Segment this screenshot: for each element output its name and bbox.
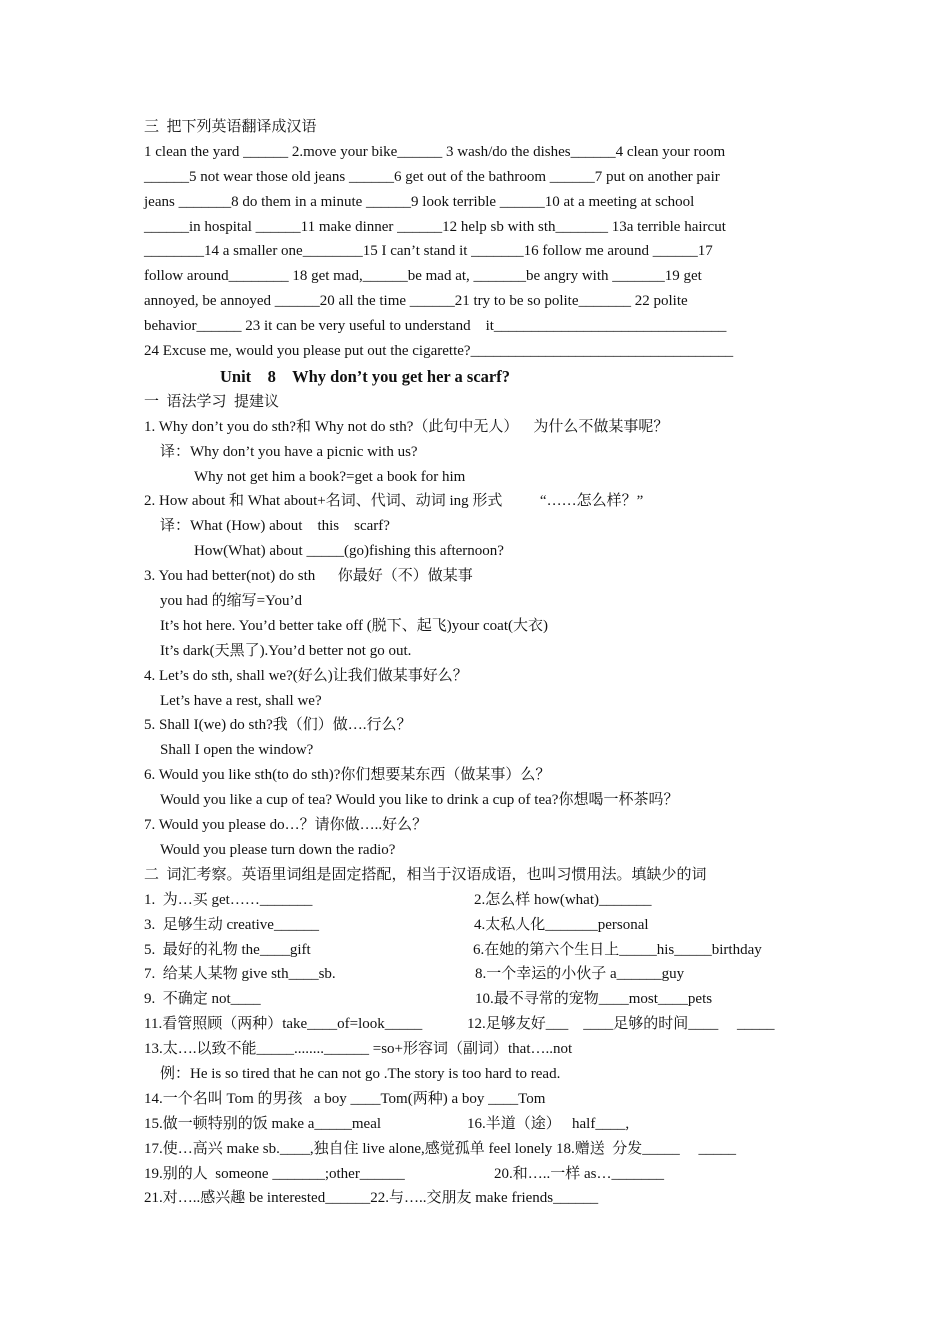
translation-line: annoyed, be annoyed ______20 all the time ______21 try to be so polite_______ 22 polite bbox=[144, 293, 688, 310]
exercise-left-item: 19.别的人 someone _______;other______ bbox=[144, 1165, 405, 1182]
translation-line: 24 Excuse me, would you please put out the cigarette?___________________________________ bbox=[144, 343, 734, 360]
document-content bbox=[144, 115, 824, 1211]
translation-line: jeans _______8 do them in a minute ______9 look terrible ______10 at a meeting at school bbox=[144, 193, 695, 210]
exercise-left-item: 3. 足够生动 creative______ bbox=[144, 916, 319, 933]
translation-line: 1 clean the yard ______ 2.move your bike______ 3 wash/do the dishes______4 clean your room bbox=[144, 143, 726, 160]
grammar-line: Would you please turn down the radio? bbox=[160, 841, 396, 858]
grammar-line: Would you like a cup of tea? Would you like to drink a cup of tea?你想喝一杯茶吗？ bbox=[160, 792, 679, 809]
vocab-line: 14.一个名叫 Tom 的男孩 a boy ____Tom(两种) a boy ____Tom bbox=[144, 1090, 546, 1107]
vocab-row bbox=[144, 962, 824, 987]
exercise-left-item: 7. 给某人某物 give sth____sb. bbox=[144, 966, 336, 983]
vocab-row bbox=[144, 1112, 824, 1137]
translation-line: ________14 a smaller one________15 I can’t stand it _______16 follow me around ______17 bbox=[144, 243, 713, 260]
grammar-line: 3. You had better(not) do sth 你最好（不）做某事 bbox=[144, 568, 473, 585]
grammar-line: Let’s have a rest, shall we? bbox=[160, 692, 322, 709]
grammar-line: 4. Let’s do sth, shall we?(好么)让我们做某事好么？ bbox=[144, 667, 468, 684]
section3-heading: 三 把下列英语翻译成汉语 bbox=[144, 119, 317, 135]
exercise-right-item: 4.太私人化_______personal bbox=[474, 916, 649, 933]
exercise-right-item: 2.怎么样 how(what)_______ bbox=[474, 891, 652, 908]
section2-heading: 二 词汇考察。英语里词组是固定搭配，相当于汉语成语，也叫习惯用法。填缺少的词 bbox=[144, 866, 707, 883]
grammar-line: 7. Would you please do…？请你做…..好么？ bbox=[144, 817, 428, 834]
grammar-line: 6. Would you like sth(to do sth)?你们想要某东西（做某事）么？ bbox=[144, 767, 551, 784]
vocab-line: 21.对…..感兴趣 be interested______22.与…..交朋友 make friends______ bbox=[144, 1190, 599, 1207]
translation-line: ______in hospital ______11 make dinner ______12 help sb with sth_______ 13a terrible haircut bbox=[144, 218, 726, 235]
exercise-left-item: 15.做一顿特别的饭 make a_____meal bbox=[144, 1115, 382, 1132]
exercise-left-item: 11.看管照顾（两种）take____of=look_____ bbox=[144, 1016, 423, 1033]
exercise-right-item: 6.在她的第六个生日上_____his_____birthday bbox=[473, 941, 762, 958]
vocab-row bbox=[144, 987, 824, 1012]
grammar-line: It’s hot here. You’d better take off (脱下、起飞)your coat(大衣) bbox=[160, 617, 548, 634]
vocab-line: 17.使…高兴 make sb.____,独自住 live alone,感觉孤单 feel lonely 18.赠送 分发_____ _____ bbox=[144, 1140, 737, 1157]
grammar-line: you had 的缩写=You’d bbox=[160, 593, 302, 610]
vocab-row bbox=[144, 1162, 824, 1187]
vocab-row bbox=[144, 1012, 824, 1037]
grammar-line: 5. Shall I(we) do sth?我（们）做….行么？ bbox=[144, 717, 412, 734]
exercise-right-item: 16.半道（途） half____, bbox=[467, 1115, 630, 1132]
exercise-left-item: 5. 最好的礼物 the____gift bbox=[144, 941, 311, 958]
grammar-line: 译：Why don’t you have a picnic with us? bbox=[160, 443, 418, 460]
translation-line: ______5 not wear those old jeans ______6 get out of the bathroom ______7 put on another pair bbox=[144, 168, 720, 185]
grammar-line: 译：What (How) about this scarf? bbox=[160, 518, 390, 535]
exercise-right-item: 12.足够友好___ ____足够的时间____ _____ bbox=[467, 1016, 775, 1033]
grammar-line: How(What) about _____(go)fishing this afternoon? bbox=[194, 543, 504, 560]
vocab-row bbox=[144, 913, 824, 938]
exercise-left-item: 9. 不确定 not____ bbox=[144, 991, 261, 1008]
section1-heading: 一 语法学习 提建议 bbox=[144, 393, 280, 410]
exercise-left-item: 1. 为…买 get……_______ bbox=[144, 891, 313, 908]
vocab-row bbox=[144, 938, 824, 963]
grammar-line: Shall I open the window? bbox=[160, 742, 314, 759]
exercise-right-item: 10.最不寻常的宠物____most____pets bbox=[475, 991, 713, 1008]
translation-line: follow around________ 18 get mad,______be mad at, _______be angry with _______19 get bbox=[144, 268, 702, 285]
vocab-line: 13.太….以致不能_____........______ =so+形容词（副词）that…..not bbox=[144, 1041, 573, 1058]
exercise-right-item: 8.一个幸运的小伙子 a______guy bbox=[475, 966, 685, 983]
vocab-row bbox=[144, 888, 824, 913]
grammar-line: It’s dark(天黑了).You’d better not go out. bbox=[160, 642, 412, 659]
grammar-line: Why not get him a book?=get a book for him bbox=[194, 468, 466, 485]
exercise-right-item: 20.和…..一样 as…_______ bbox=[494, 1165, 664, 1182]
grammar-line: 1. Why don’t you do sth?和 Why not do sth?（此句中无人） 为什么不做某事呢？ bbox=[144, 418, 669, 435]
grammar-line: 2. How about 和 What about+名词、代词、动词 ing 形式 “……怎么样？” bbox=[144, 493, 644, 510]
unit-title: Unit 8 Why don’t you get her a scarf? bbox=[220, 366, 510, 386]
translation-line: behavior______ 23 it can be very useful to understand it_______________________________ bbox=[144, 318, 727, 335]
vocab-line: 例：He is so tired that he can not go .The story is too hard to read. bbox=[160, 1065, 561, 1082]
